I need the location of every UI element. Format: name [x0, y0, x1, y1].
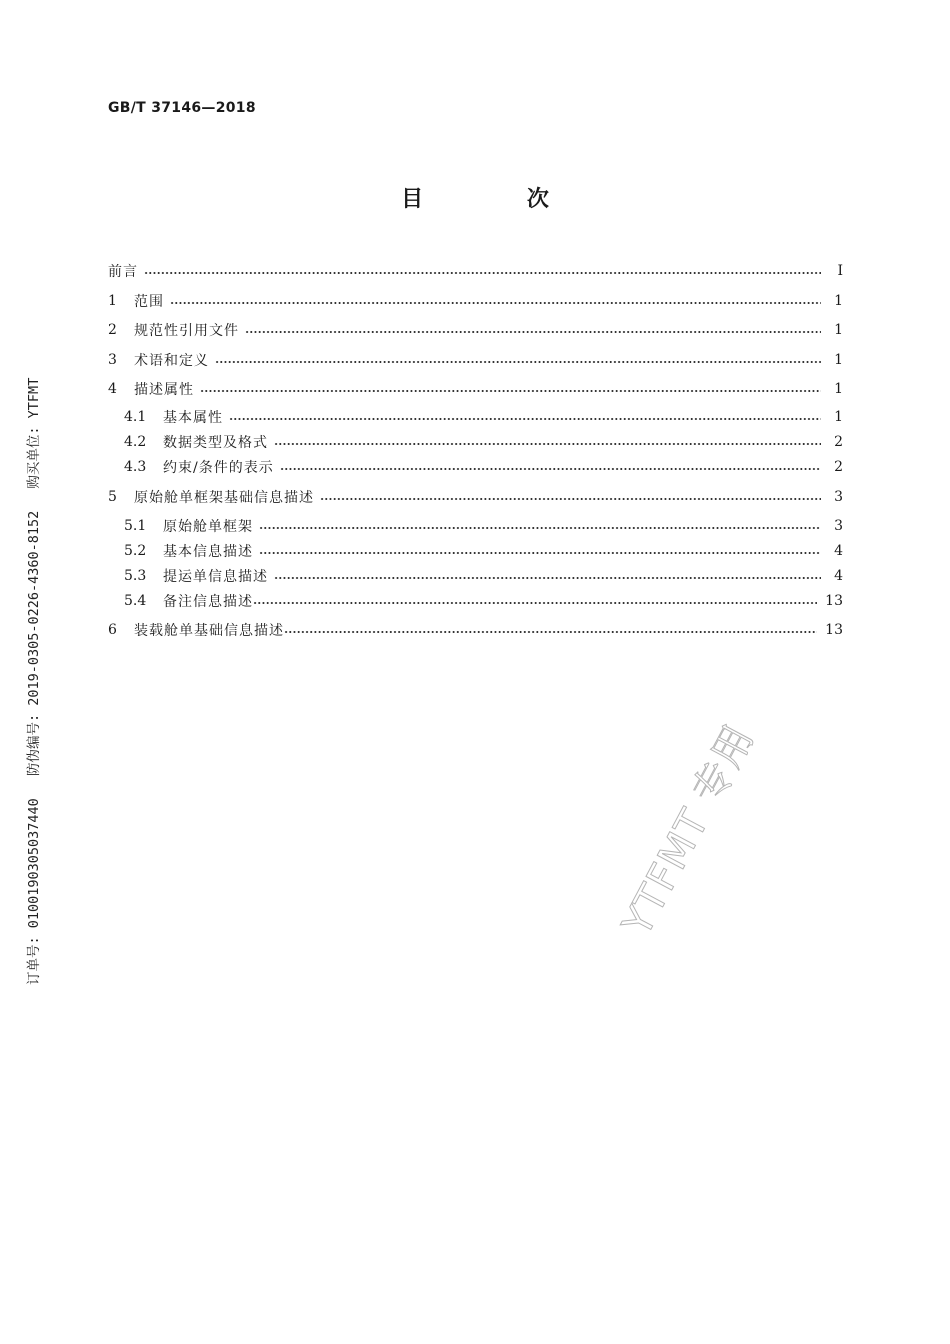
- toc-entry-5-1[interactable]: [108, 515, 843, 537]
- toc-entry-1[interactable]: [108, 290, 843, 312]
- toc-number: 4: [108, 381, 117, 397]
- toc-entry-2[interactable]: [108, 319, 843, 341]
- leader-dots: [284, 631, 817, 633]
- toc-label: 前言: [108, 264, 138, 280]
- toc-number: 5: [108, 489, 117, 505]
- toc-label: 提运单信息描述: [163, 569, 268, 585]
- toc-number: 5.1: [124, 518, 147, 534]
- toc-page: 4: [834, 543, 843, 559]
- toc-label: 基本信息描述: [163, 544, 253, 560]
- leader-dots: [274, 577, 821, 579]
- leader-dots: [259, 552, 821, 554]
- toc-number: 3: [108, 352, 117, 368]
- page-title: 目 次: [401, 187, 597, 212]
- buyer-unit: 购买单位: YTFMT: [26, 377, 42, 489]
- toc-label: 描述属性: [134, 382, 194, 398]
- toc-entry-4-1[interactable]: [108, 406, 843, 428]
- toc-entry-5[interactable]: [108, 486, 843, 508]
- watermark: YTFMT 专用: [614, 717, 764, 944]
- toc-entry-4-2[interactable]: [108, 431, 843, 453]
- toc-page: 13: [825, 593, 843, 609]
- leader-dots: [274, 443, 821, 445]
- toc-page: 2: [834, 459, 843, 475]
- toc-label: 规范性引用文件: [134, 323, 239, 339]
- leader-dots: [320, 498, 821, 500]
- toc-entry-3[interactable]: [108, 349, 843, 371]
- toc-page: 3: [834, 518, 843, 534]
- toc-number: 2: [108, 322, 117, 338]
- leader-dots: [215, 361, 821, 363]
- toc-page: 1: [834, 381, 843, 397]
- toc-number: 5.2: [124, 543, 147, 559]
- toc-number: 4.3: [124, 459, 147, 475]
- leader-dots: [259, 527, 821, 529]
- toc-label: 数据类型及格式: [163, 435, 268, 451]
- toc-entry-4[interactable]: [108, 378, 843, 400]
- toc-page: 1: [834, 409, 843, 425]
- toc-number: 5.3: [124, 568, 147, 584]
- toc-number: 1: [108, 293, 117, 309]
- toc-page: 3: [834, 489, 843, 505]
- leader-dots: [200, 390, 821, 392]
- leader-dots: [253, 602, 817, 604]
- toc-entry-5-2[interactable]: [108, 540, 843, 562]
- toc-number: 6: [108, 622, 117, 638]
- toc-page: 1: [834, 293, 843, 309]
- toc-label: 约束/条件的表示: [163, 460, 274, 476]
- leader-dots: [245, 331, 821, 333]
- toc-entry-5-3[interactable]: [108, 565, 843, 587]
- toc-page: Ⅰ: [837, 263, 843, 279]
- toc-label: 基本属性: [163, 410, 223, 426]
- toc-entry-4-3[interactable]: [108, 456, 843, 478]
- toc-label: 原始舱单框架: [163, 519, 253, 535]
- toc-entry-foreword[interactable]: [108, 260, 843, 282]
- leader-dots: [229, 418, 821, 420]
- toc-page: 1: [834, 352, 843, 368]
- order-number: 订单号: 0100190305037440: [26, 798, 42, 985]
- toc-page: 4: [834, 568, 843, 584]
- toc-number: 5.4: [124, 593, 147, 609]
- toc-entry-6[interactable]: [108, 619, 843, 641]
- side-order-info: [22, 364, 42, 985]
- toc-number: 4.1: [124, 409, 147, 425]
- leader-dots: [280, 468, 821, 470]
- standard-code: GB/T 37146—2018: [108, 100, 256, 116]
- toc-entry-5-4[interactable]: [108, 590, 843, 612]
- toc-label: 装载舱单基础信息描述: [134, 623, 284, 639]
- toc-label: 备注信息描述: [163, 594, 253, 610]
- leader-dots: [170, 302, 821, 304]
- leader-dots: [144, 272, 821, 274]
- toc-label: 术语和定义: [134, 353, 209, 369]
- toc-label: 原始舱单框架基础信息描述: [134, 490, 314, 506]
- toc-label: 范围: [134, 294, 164, 310]
- toc-page: 2: [834, 434, 843, 450]
- toc-page: 1: [834, 322, 843, 338]
- toc-number: 4.2: [124, 434, 147, 450]
- anti-counterfeit-number: 防伪编号: 2019-0305-0226-4360-8152: [26, 510, 42, 777]
- toc-page: 13: [825, 622, 843, 638]
